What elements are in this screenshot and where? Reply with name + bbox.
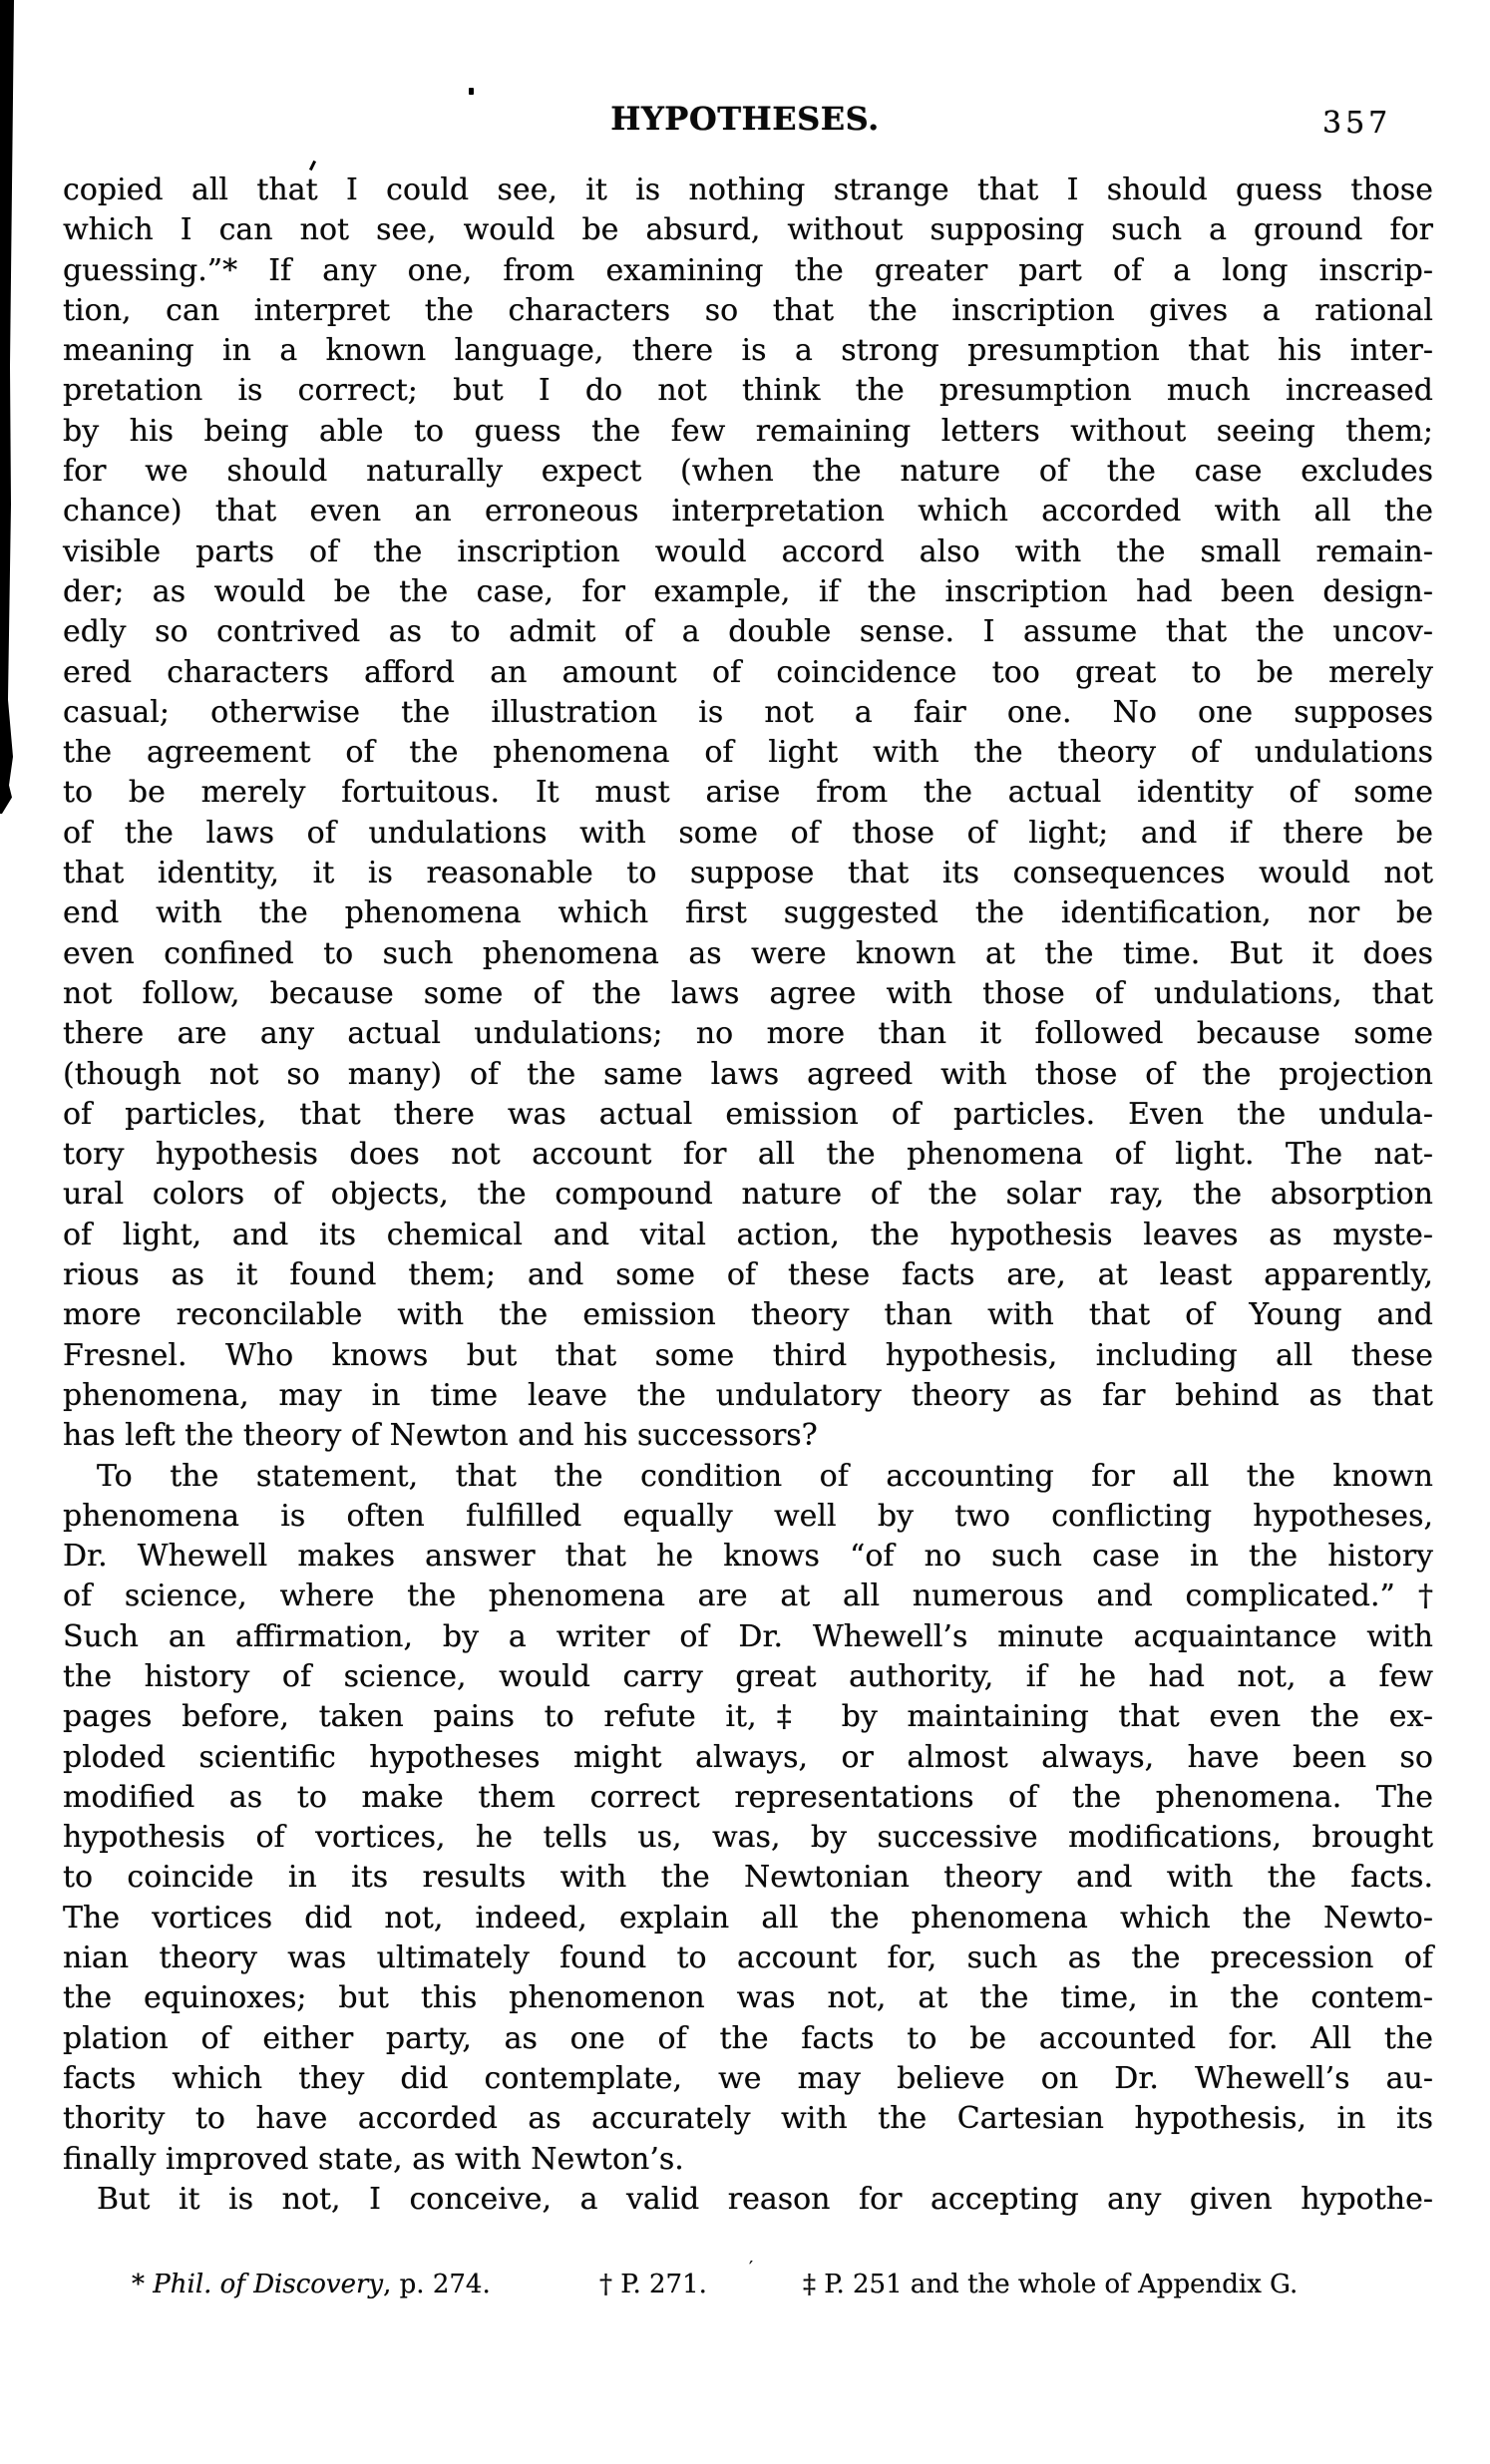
footnote-source-page: , p. 274. [383, 2270, 491, 2299]
text-line: guessing.”* If any one, from examining the greater part of a long inscrip- [63, 252, 1433, 288]
text-line: of light, and its chemical and vital action, the hypothesis leaves as myste- [63, 1217, 1433, 1252]
text-line: the agreement of the phenomena of light with the theory of undulations [63, 735, 1433, 771]
text-line: Fresnel. Who knows but that some third hypothesis, including all these [63, 1337, 1433, 1373]
text-line: phenomena is often fulfilled equally well by two conflicting hypotheses, [63, 1498, 1433, 1534]
text-line: facts which they did contemplate, we may believe on Dr. Whewell’s au- [63, 2060, 1433, 2096]
running-head-title: HYPOTHESES. [610, 100, 880, 138]
text-line: der; as would be the case, for example, if the inscription had been design- [63, 573, 1433, 609]
text-line: hypothesis of vortices, he tells us, was, by successive modifications, brought [63, 1820, 1433, 1856]
text-line: But it is not, I conceive, a valid reason for accepting any given hypothe- [97, 2181, 1433, 2217]
text-line: ural colors of objects, the compound nature of the solar ray, the absorption [63, 1177, 1433, 1213]
text-line: ered characters afford an amount of coincidence too great to be merely [63, 654, 1433, 690]
scan-stray-mark: ′ [749, 2258, 754, 2279]
text-line: more reconcilable with the emission theory than with that of Young and [63, 1297, 1433, 1333]
paragraph [63, 171, 1433, 1457]
text-line: casual; otherwise the illustration is not a fair one. No one supposes [63, 694, 1433, 730]
scan-speck-dot [469, 88, 474, 95]
text-line: by his being able to guess the few remaining letters without seeing them; [63, 413, 1433, 449]
footnote-block [63, 2258, 1433, 2313]
text-line: tory hypothesis does not account for all the phenomena of light. The nat- [63, 1137, 1433, 1173]
text-line: meaning in a known language, there is a strong presumption that his inter- [63, 333, 1433, 369]
text-line: there are any actual undulations; no more than it followed because some [63, 1016, 1433, 1052]
footnote-ref-2: † P. 271. [599, 2270, 707, 2299]
text-line: (though not so many) of the same laws agreed with those of the projection [63, 1056, 1433, 1092]
text-line: of the laws of undulations with some of those of light; and if there be [63, 815, 1433, 851]
text-line: that identity, it is reasonable to suppose that its consequences would not [63, 856, 1433, 891]
text-line: phenomena, may in time leave the undulatory theory as far behind as that [63, 1377, 1433, 1413]
text-line: to be merely fortuitous. It must arise from the actual identity of some [63, 775, 1433, 811]
text-line: plation of either party, as one of the facts to be accounted for. All the [63, 2020, 1433, 2056]
text-line: of particles, that there was actual emission of particles. Even the undula- [63, 1096, 1433, 1132]
text-line: rious as it found them; and some of these facts are, at least apparently, [63, 1257, 1433, 1293]
paragraph [63, 2180, 1433, 2220]
text-line: not follow, because some of the laws agree with those of undulations, that [63, 975, 1433, 1011]
text-line: to coincide in its results with the Newtonian theory and with the facts. [63, 1860, 1433, 1896]
text-line: The vortices did not, indeed, explain all the phenomena which the Newto- [63, 1900, 1433, 1936]
text-line: edly so contrived as to admit of a double sense. I assume that the uncov- [63, 614, 1433, 650]
text-line: Dr. Whewell makes answer that he knows “of no such case in the history [63, 1539, 1433, 1575]
text-line: for we should naturally expect (when the nature of the case excludes [63, 454, 1433, 490]
text-line: nian theory was ultimately found to account for, such as the precession of [63, 1940, 1433, 1976]
paragraph [63, 1457, 1433, 2180]
text-line: thority to have accorded as accurately with the Cartesian hypothesis, in its [63, 2101, 1433, 2137]
text-line: modified as to make them correct representations of the phenomena. The [63, 1779, 1433, 1815]
text-line: even confined to such phenomena as were known at the time. But it does [63, 935, 1433, 971]
text-line: the equinoxes; but this phenomenon was not, at the time, in the contem- [63, 1980, 1433, 2016]
footnote-ref-3: ‡ P. 251 and the whole of Appendix G. [803, 2270, 1299, 2299]
scan-speck-slash [309, 161, 316, 171]
text-line: which I can not see, would be absurd, without supposing such a ground for [63, 212, 1433, 248]
page-number: 357 [1322, 106, 1392, 141]
text-line: end with the phenomena which first suggested the identification, nor be [63, 895, 1433, 931]
text-line: of science, where the phenomena are at all numerous and complicated.”† [63, 1579, 1433, 1614]
footnote-source-title: Phil. of Discovery [153, 2270, 384, 2299]
text-line: the history of science, would carry great authority, if he had not, a few [63, 1658, 1433, 1694]
text-line: visible parts of the inscription would accord also with the small remain- [63, 533, 1433, 569]
text-line: Such an affirmation, by a writer of Dr. Whewell’s minute acquaintance with [63, 1618, 1433, 1654]
text-line: chance) that even an erroneous interpretation which accorded with all the [63, 494, 1433, 529]
text-line: tion, can interpret the characters so that the inscription gives a rational [63, 292, 1433, 328]
text-line: has left the theory of Newton and his successors? [63, 1418, 818, 1454]
text-line: ploded scientific hypotheses might always, or almost always, have been so [63, 1739, 1433, 1775]
text-line: pretation is correct; but I do not think the presumption much increased [63, 373, 1433, 409]
text-line: copied all that I could see, it is nothing strange that I should guess those [63, 173, 1433, 207]
footnote-ref-1 [132, 2270, 491, 2299]
text-line: finally improved state, as with Newton’s. [63, 2141, 684, 2177]
page-body-text [63, 171, 1433, 2220]
text-line: pages before, taken pains to refute it,‡ by maintaining that even the ex- [63, 1699, 1433, 1735]
text-line: To the statement, that the condition of accounting for all the known [97, 1458, 1433, 1494]
footnote-marker-asterisk: * [132, 2270, 154, 2299]
